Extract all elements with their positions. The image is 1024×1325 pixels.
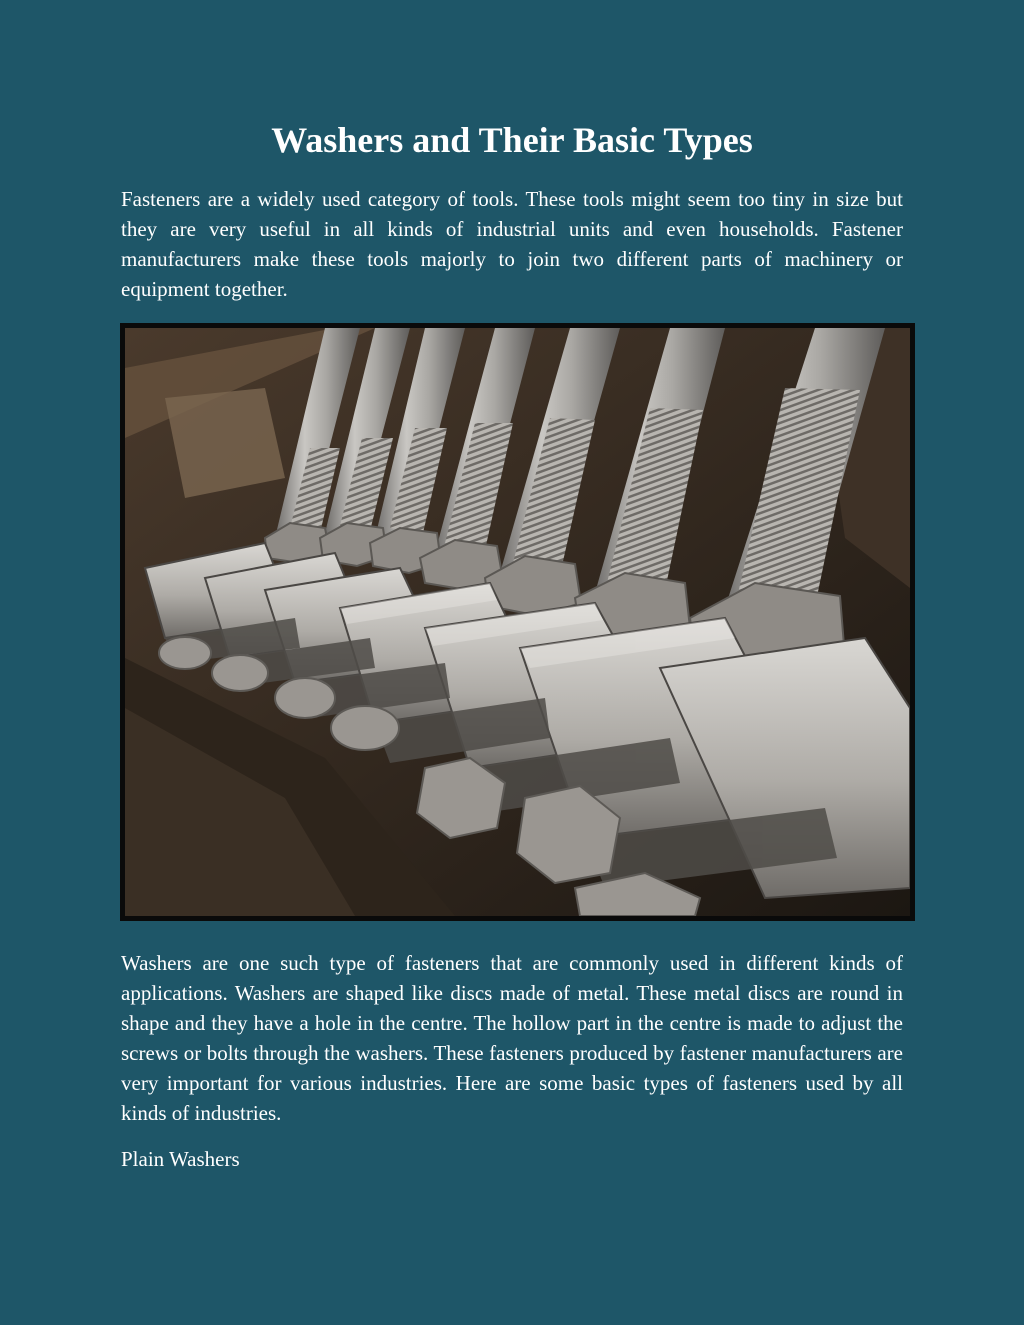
bolts-photo (120, 323, 915, 921)
intro-paragraph: Fasteners are a widely used category of tools. These tools might seem too tiny in size but they are very useful in all kinds of industrial units and even households. Fastener manufacturers make these tools majorly to join two different parts of machinery or equipment together. (121, 187, 903, 301)
washers-paragraph: Washers are one such type of fasteners that are commonly used in different kinds of applications. Washers are shaped like discs made of metal. These metal discs are round in shape and they have a hole in the centre. The hollow part in the centre is made to adjust the screws or bolts through the washers. These fasteners produced by fastener manufacturers are very important for various industries. Here are some basic types of fasteners used by all kinds of industries. (121, 951, 903, 1125)
bolts-photo-illustration (125, 328, 910, 916)
section-heading-plain-washers: Plain Washers (121, 1147, 240, 1171)
page-title: Washers and Their Basic Types (271, 120, 753, 160)
